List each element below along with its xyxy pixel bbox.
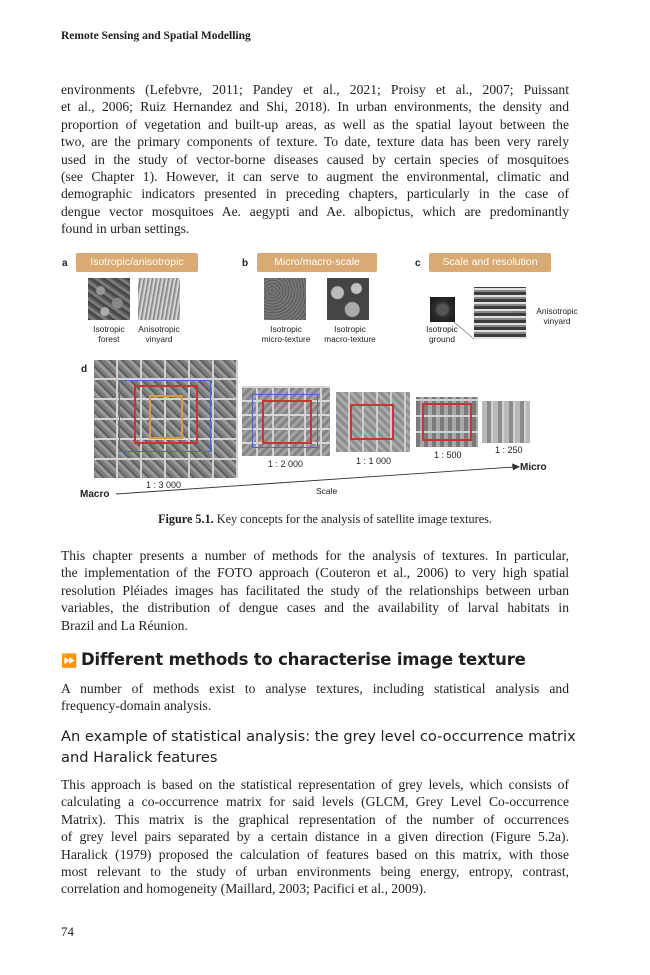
axis-label-micro: Micro [520, 462, 547, 473]
panel-b-label-1: Isotropic micro-texture [261, 324, 311, 344]
para4-line: most relevant to the study of urban environments being energy, entropy, contrast, [61, 864, 569, 880]
subsection-heading-line: and Haralick features [61, 749, 218, 766]
panel-b-title: Micro/macro-scale [257, 253, 377, 272]
panel-c-title: Scale and resolution [429, 253, 551, 272]
panel-a-label-2: Anisotropic vinyard [138, 324, 180, 344]
para4-line: of grey level pairs separated by a certain distance in a given direction (Figure 5.2a). [61, 829, 569, 845]
para1-line: used in the study of vector-borne diseases caused by certain species of mosquitoes [61, 151, 569, 167]
scale-label-250: 1 : 250 [495, 445, 523, 455]
fast-forward-icon: ⏩ [61, 654, 77, 669]
para4-line: This approach is based on the statistical representation of grey levels, which consists of [61, 777, 569, 792]
scale-label-1000: 1 : 1 000 [356, 456, 392, 466]
scale-label-500: 1 : 500 [434, 450, 462, 460]
para4-line: calculating a co-occurrence matrix for said levels (GLCM, Grey Level Co-occurrence [61, 794, 569, 810]
panel-b-letter: b [242, 258, 249, 269]
para1-line: environments (Lefebvre, 2011; Pandey et al., 2021; Proisy et al., 2007; Puissant [61, 82, 569, 97]
axis-label-macro: Macro [80, 489, 110, 500]
para1-line: found in urban settings. [61, 221, 190, 237]
panel-a-title: Isotropic/anisotropic [76, 253, 198, 272]
para3-line: A number of methods exist to analyse textures, including statistical analysis and [61, 681, 569, 696]
running-head: Remote Sensing and Spatial Modelling [61, 30, 251, 42]
para1-line: (see Chapter 1). However, it can serve to augment the environmental, climatic and [61, 169, 569, 185]
figure-caption [0, 512, 650, 527]
para1-line: two, are the primary components of texture. To date, texture data has been very rarely [61, 134, 569, 150]
scale-label-2000: 1 : 2 000 [268, 459, 304, 469]
panel-a-label-1: Isotropic forest [93, 324, 125, 344]
para2-line: Brazil and La Réunion. [61, 617, 188, 633]
para1-line: demographic indicators presented in preceding chapters, particularly in the case of [61, 186, 569, 202]
axis-label-scale: Scale [316, 486, 338, 496]
body-paragraph-4 [61, 776, 569, 898]
aerial-image-1-500 [416, 397, 478, 447]
isotropic-micro-texture [264, 278, 306, 320]
para1-line: proportion of vegetation and built-up areas, as well as the spatial layout between the [61, 116, 569, 132]
para4-line: correlation and homogeneity (Maillard, 2003; Pacifici et al., 2009). [61, 881, 427, 897]
subsection-heading [61, 726, 581, 768]
caption-label: Figure 5.1. [158, 512, 214, 526]
para2-line: resolution Pléiades images has facilitated the study of the relationships between urban [61, 582, 569, 598]
para4-line: Haralick (1979) proposed the calculation of features based on this matrix, with those [61, 846, 569, 862]
isotropic-macro-texture [327, 278, 369, 320]
body-paragraph-3 [61, 680, 569, 715]
panel-b-label-2: Isotropic macro-texture [324, 324, 376, 344]
para2-line: This chapter presents a number of methods for the analysis of textures. In particular, [61, 548, 569, 563]
body-paragraph-2 [61, 547, 569, 634]
aerial-image-1-1000 [336, 392, 410, 452]
isotropic-forest-texture [88, 278, 130, 320]
section-heading [61, 650, 526, 669]
panel-a-letter: a [62, 258, 68, 269]
aerial-image-1-2000 [242, 386, 330, 456]
para3-line: frequency-domain analysis. [61, 698, 212, 714]
para1-line: dengue vector mosquitoes Ae. aegypti and Ae. albopictus, which are predominantly [61, 203, 569, 219]
para2-line: variables, the distribution of dengue cases and the availability of larval habitats in [61, 600, 569, 616]
subsection-heading-line: An example of statistical analysis: the grey level co-occurrence matrix [61, 728, 576, 745]
para4-line: Matrix). This matrix is the graphical representation of the number of occurrences [61, 811, 569, 827]
scale-label-3000: 1 : 3 000 [146, 480, 182, 490]
aerial-image-1-250 [482, 401, 530, 443]
section-heading-text: Different methods to characterise image texture [81, 650, 526, 669]
page-number: 74 [61, 924, 74, 939]
anisotropic-vinyard-texture [138, 278, 180, 320]
para1-line: et al., 2006; Ruiz Hernandez and Shi, 2018). In urban environments, the density and [61, 99, 569, 115]
panel-c-label-1: Isotropic ground [426, 324, 458, 344]
caption-text: Key concepts for the analysis of satellite image textures. [213, 512, 492, 526]
panel-c-label-2: Anisotropic vinyard [536, 306, 578, 326]
panel-c-letter: c [415, 258, 421, 269]
body-paragraph-1 [61, 81, 569, 238]
panel-d-letter: d [81, 364, 88, 375]
para2-line: the implementation of the FOTO approach (Couteron et al., 2006) to very high spatial [61, 565, 569, 581]
